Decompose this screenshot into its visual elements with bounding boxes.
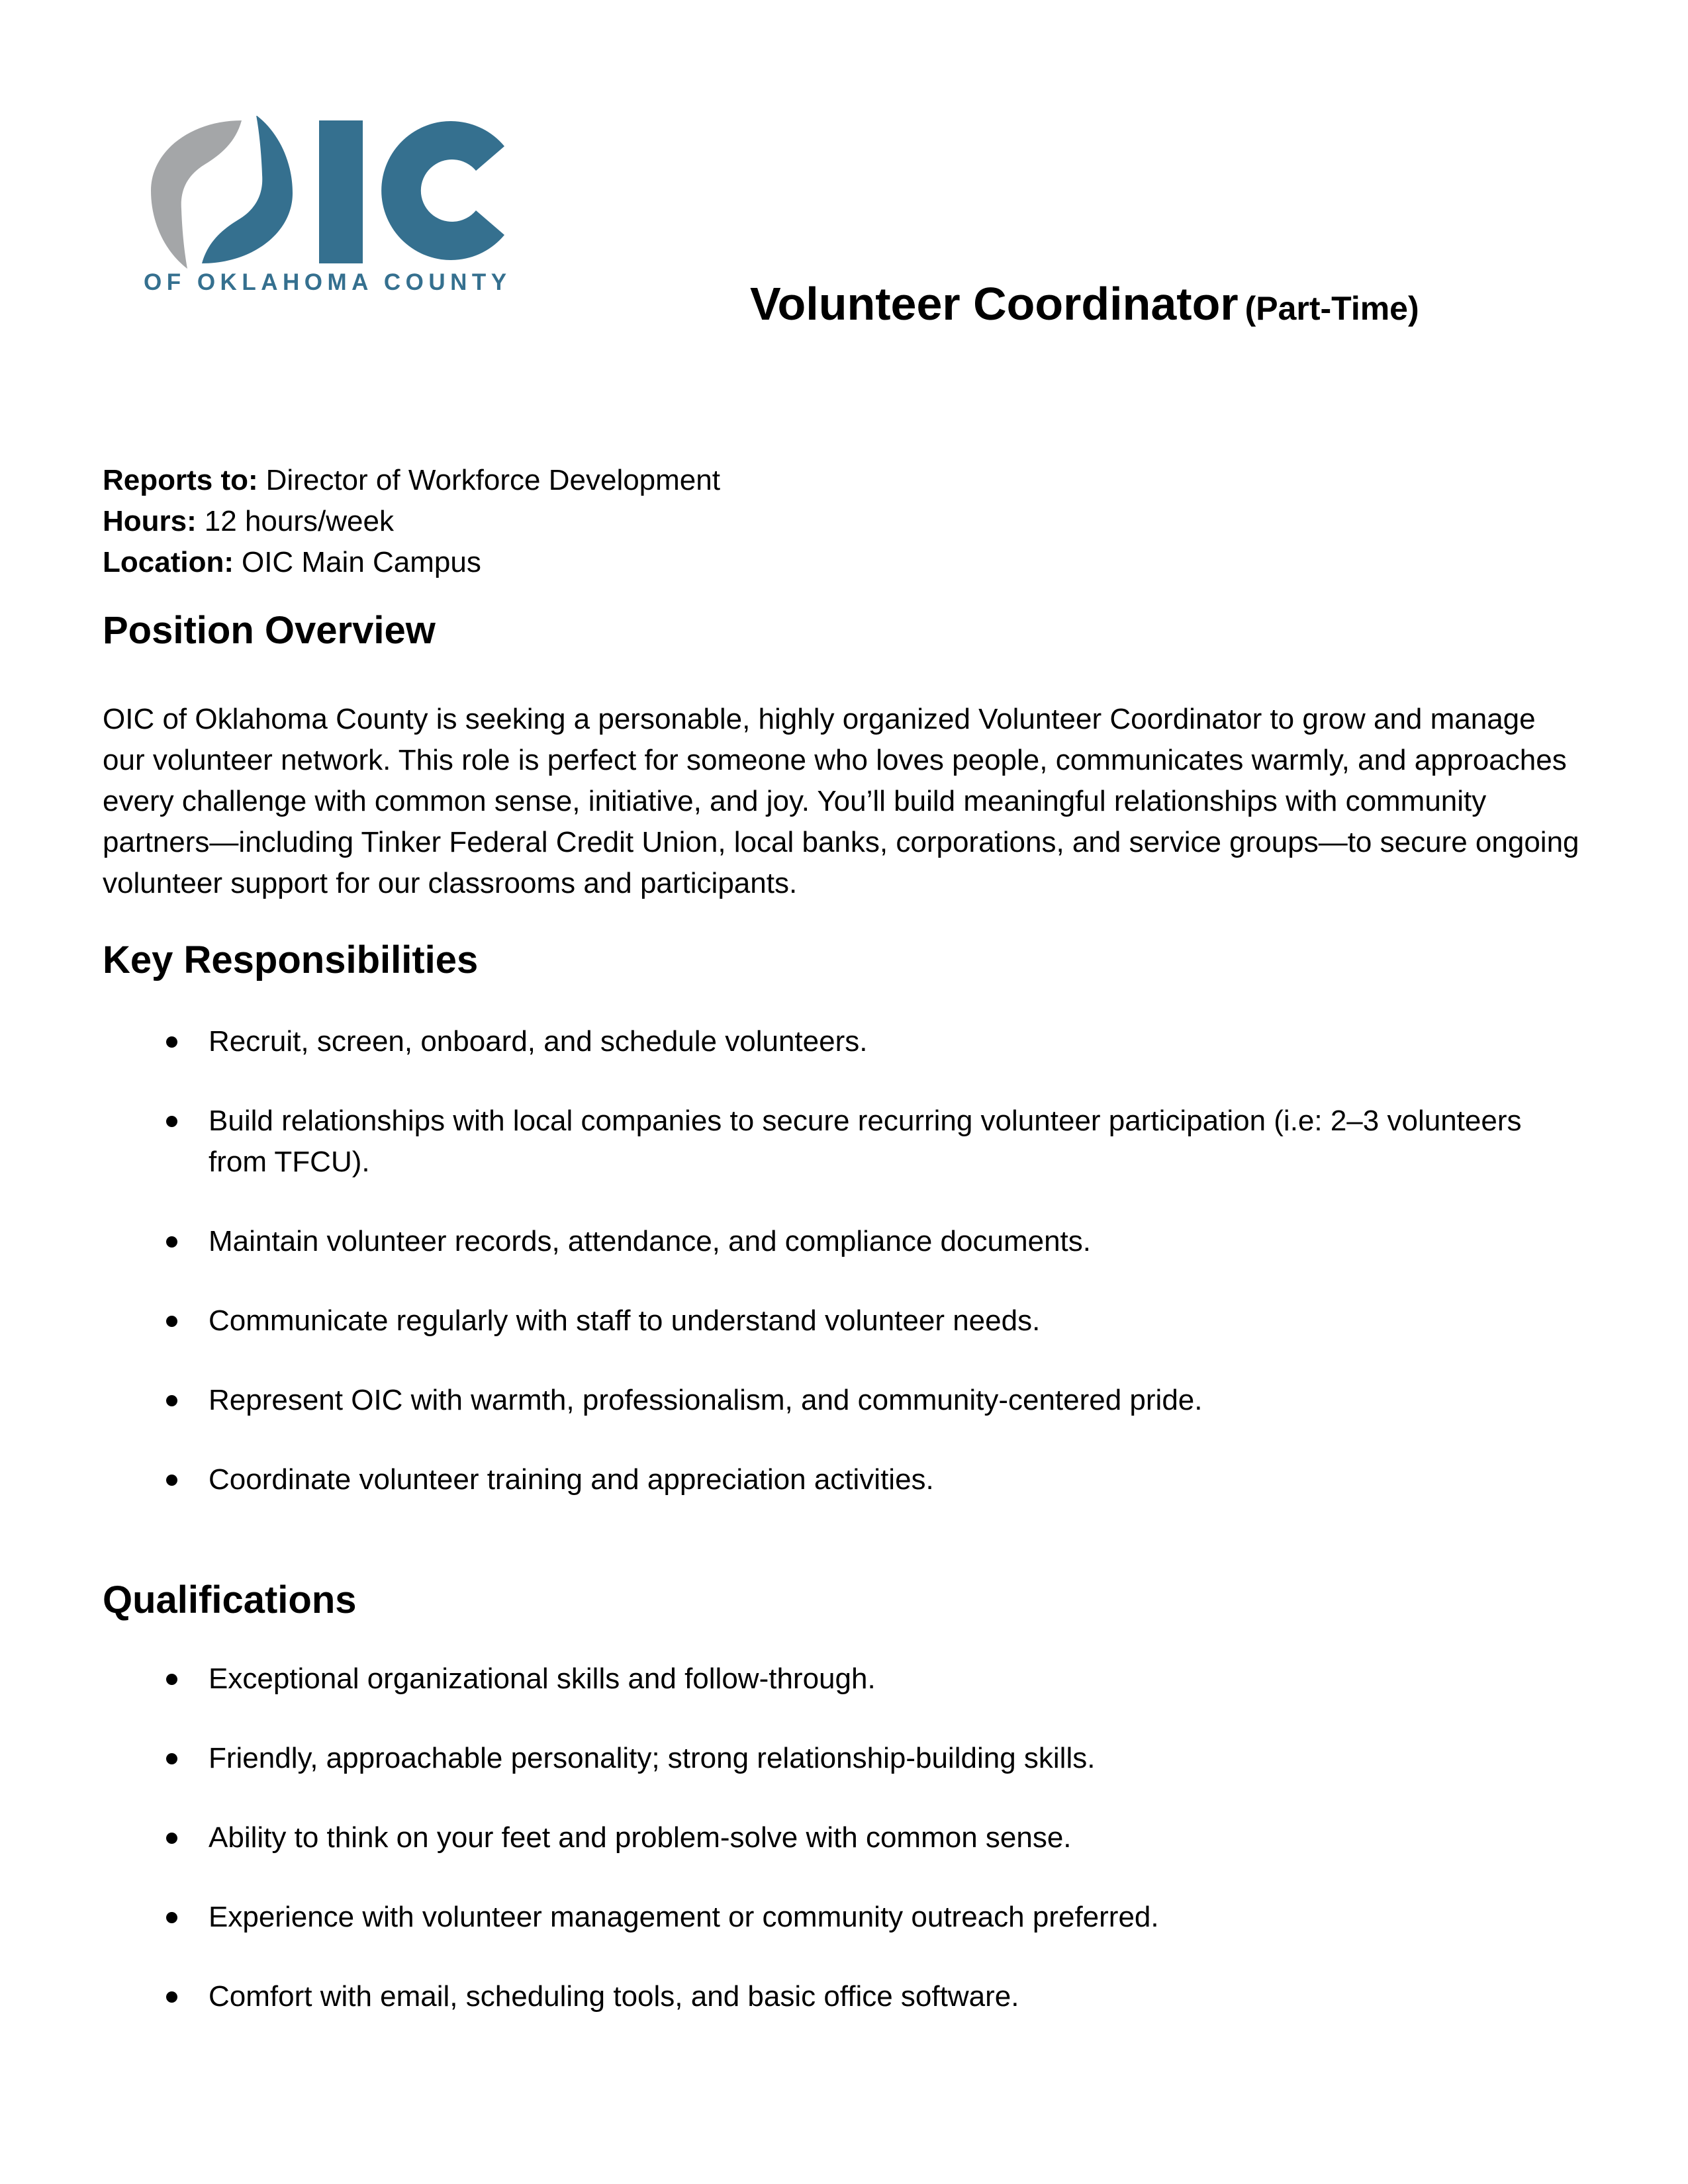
list-item [209,1459,1585,1500]
oic-logo [142,116,520,296]
overview-paragraph: OIC of Oklahoma County is seeking a personable, highly organized Volunteer Coordinator to grow and manage our volunteer network. This role is perfect for someone who loves people, communicates warmly, and approaches every challenge with common sense, initiative, and joy. You’ll build meaningful relationships with community partners—including Tinker Federal Credit Union, local banks, corporations, and service groups—to secure ongoing volunteer support for our classrooms and participants. [103,703,1579,899]
list-item [209,1738,1585,1779]
list-item [209,1976,1585,2017]
meta-block [103,460,1585,583]
list-item [209,1300,1585,1342]
list-item [209,1221,1585,1262]
list-item-text: Maintain volunteer records, attendance, and compliance documents. [209,1225,1091,1257]
meta-row-reports-to [103,460,1585,501]
list-item-text: Comfort with email, scheduling tools, and basic office software. [209,1980,1019,2013]
section-heading-position-overview: Position Overview [103,609,436,652]
document-title-main: Volunteer Coordinator [750,278,1239,330]
document-header [103,0,1585,460]
list-item-text: Exceptional organizational skills and follow-through. [209,1662,876,1695]
list-item [209,1021,1585,1062]
meta-value: OIC Main Campus [241,546,481,578]
meta-row-hours [103,501,1585,542]
list-item-text: Communicate regularly with staff to understand volunteer needs. [209,1304,1041,1337]
meta-value: 12 hours/week [204,505,394,537]
section-heading-key-responsibilities: Key Responsibilities [103,938,479,981]
document-title-suffix: (Part-Time) [1244,290,1419,327]
qualifications-list [103,1659,1585,2017]
section-heading-qualifications: Qualifications [103,1578,357,1621]
list-item-text: Coordinate volunteer training and appreciation activities. [209,1463,934,1496]
list-item [209,1659,1585,1700]
list-item-text: Build relationships with local companies to secure recurring volunteer participation (i.e: 2–3 volunteers from TFCU). [209,1105,1522,1178]
meta-value: Director of Workforce Development [265,464,720,496]
list-item-text: Friendly, approachable personality; strong relationship-building skills. [209,1742,1096,1774]
logo-letter-i [319,120,363,263]
list-item [209,1380,1585,1421]
oic-logo-mark [142,116,520,275]
meta-label: Reports to: [103,464,258,496]
list-item [209,1817,1585,1858]
document-title [750,278,1419,332]
logo-tagline: OF OKLAHOMA COUNTY [144,269,512,295]
list-item-text: Experience with volunteer management or community outreach preferred. [209,1901,1159,1933]
meta-label: Location: [103,546,234,578]
meta-label: Hours: [103,505,197,537]
list-item [209,1897,1585,1938]
list-item-text: Ability to think on your feet and problem-solve with common sense. [209,1821,1072,1854]
logo-letter-c [381,121,504,260]
meta-row-location [103,542,1585,583]
responsibilities-list [103,1021,1585,1500]
list-item [209,1101,1585,1183]
list-item-text: Represent OIC with warmth, professionalism, and community-centered pride. [209,1384,1203,1416]
list-item-text: Recruit, screen, onboard, and schedule volunteers. [209,1025,868,1058]
